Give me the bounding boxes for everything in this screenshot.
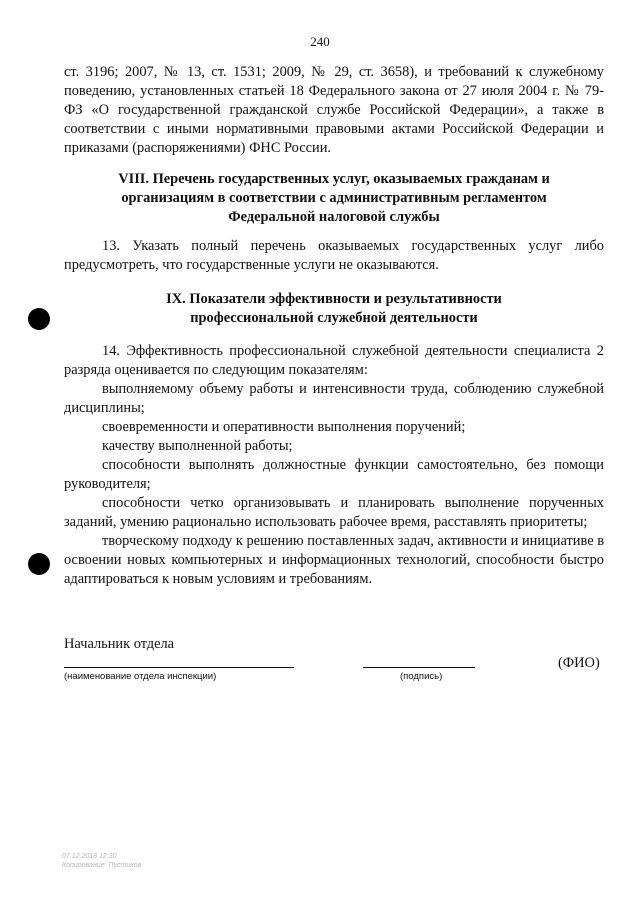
criteria-item-1: выполняемому объему работы и интенсивности труда, соблюдению служебной дисциплины; <box>64 381 604 416</box>
criteria-item-5: способности четко организовывать и планировать выполнение порученных заданий, умению рационально использовать рабочее время, расставлять приоритеты; <box>64 495 604 530</box>
section-8-paragraph <box>64 237 604 275</box>
section-8-heading-line2: организациям в соответствии с административным регламентом <box>121 190 547 206</box>
section-8-heading-line3: Федеральной налоговой службы <box>228 209 440 225</box>
signature-underline <box>363 667 475 668</box>
print-stamp <box>62 852 141 870</box>
section-8-heading <box>64 170 604 227</box>
section-9-heading-line1: IX. Показатели эффективности и результативности <box>166 291 502 307</box>
signature-title: Начальник отдела <box>64 636 175 652</box>
criteria-item-4: способности выполнять должностные функции самостоятельно, без помощи руководителя; <box>64 457 604 492</box>
section-9-heading <box>64 290 604 328</box>
name-label: (ФИО) <box>558 655 600 671</box>
section-8-text: 13. Указать полный перечень оказываемых государственных услуг либо предусмотреть, что государственные услуги не оказываются. <box>64 238 604 273</box>
intro-text: ст. 3196; 2007, № 13, ст. 1531; 2009, № 29, ст. 3658), и требований к служебному поведению, установленных статьей 18 Федерального закона от 27 июля 2004 г. № 79-ФЗ «О государственной гражданской службе Российской Федерации», а также в соответствии с иными нормативными правовыми актами Российской Федерации и приказами (распоряжениями) ФНС России. <box>64 64 604 156</box>
stamp-line2: Копирование: Пустиков <box>62 862 142 869</box>
section-9-body <box>64 342 604 589</box>
criteria-item-2: своевременности и оперативности выполнения поручений; <box>102 419 466 435</box>
signature-caption: (подпись) <box>400 671 443 682</box>
criteria-item-3: качеству выполненной работы; <box>102 438 293 454</box>
section-9-intro: 14. Эффективность профессиональной служебной деятельности специалиста 2 разряда оценивается по следующим показателям: <box>64 343 604 378</box>
punch-hole-dot-top <box>28 308 50 330</box>
section-8-heading-line1: VIII. Перечень государственных услуг, оказываемых гражданам и <box>118 171 550 187</box>
dept-underline <box>64 667 294 668</box>
punch-hole-dot-bottom <box>28 553 50 575</box>
section-9-heading-line2: профессиональной служебной деятельности <box>190 310 478 326</box>
intro-paragraph <box>64 63 604 158</box>
criteria-item-6: творческому подходу к решению поставленных задач, активности и инициативе в освоении новых компьютерных и информационных технологий, способности быстро адаптироваться к новым условиям и требованиям. <box>64 533 604 587</box>
dept-caption: (наименование отдела инспекции) <box>64 671 217 682</box>
stamp-line1: 07.12.2018 12:30 <box>62 853 117 860</box>
page-number: 240 <box>310 34 330 49</box>
